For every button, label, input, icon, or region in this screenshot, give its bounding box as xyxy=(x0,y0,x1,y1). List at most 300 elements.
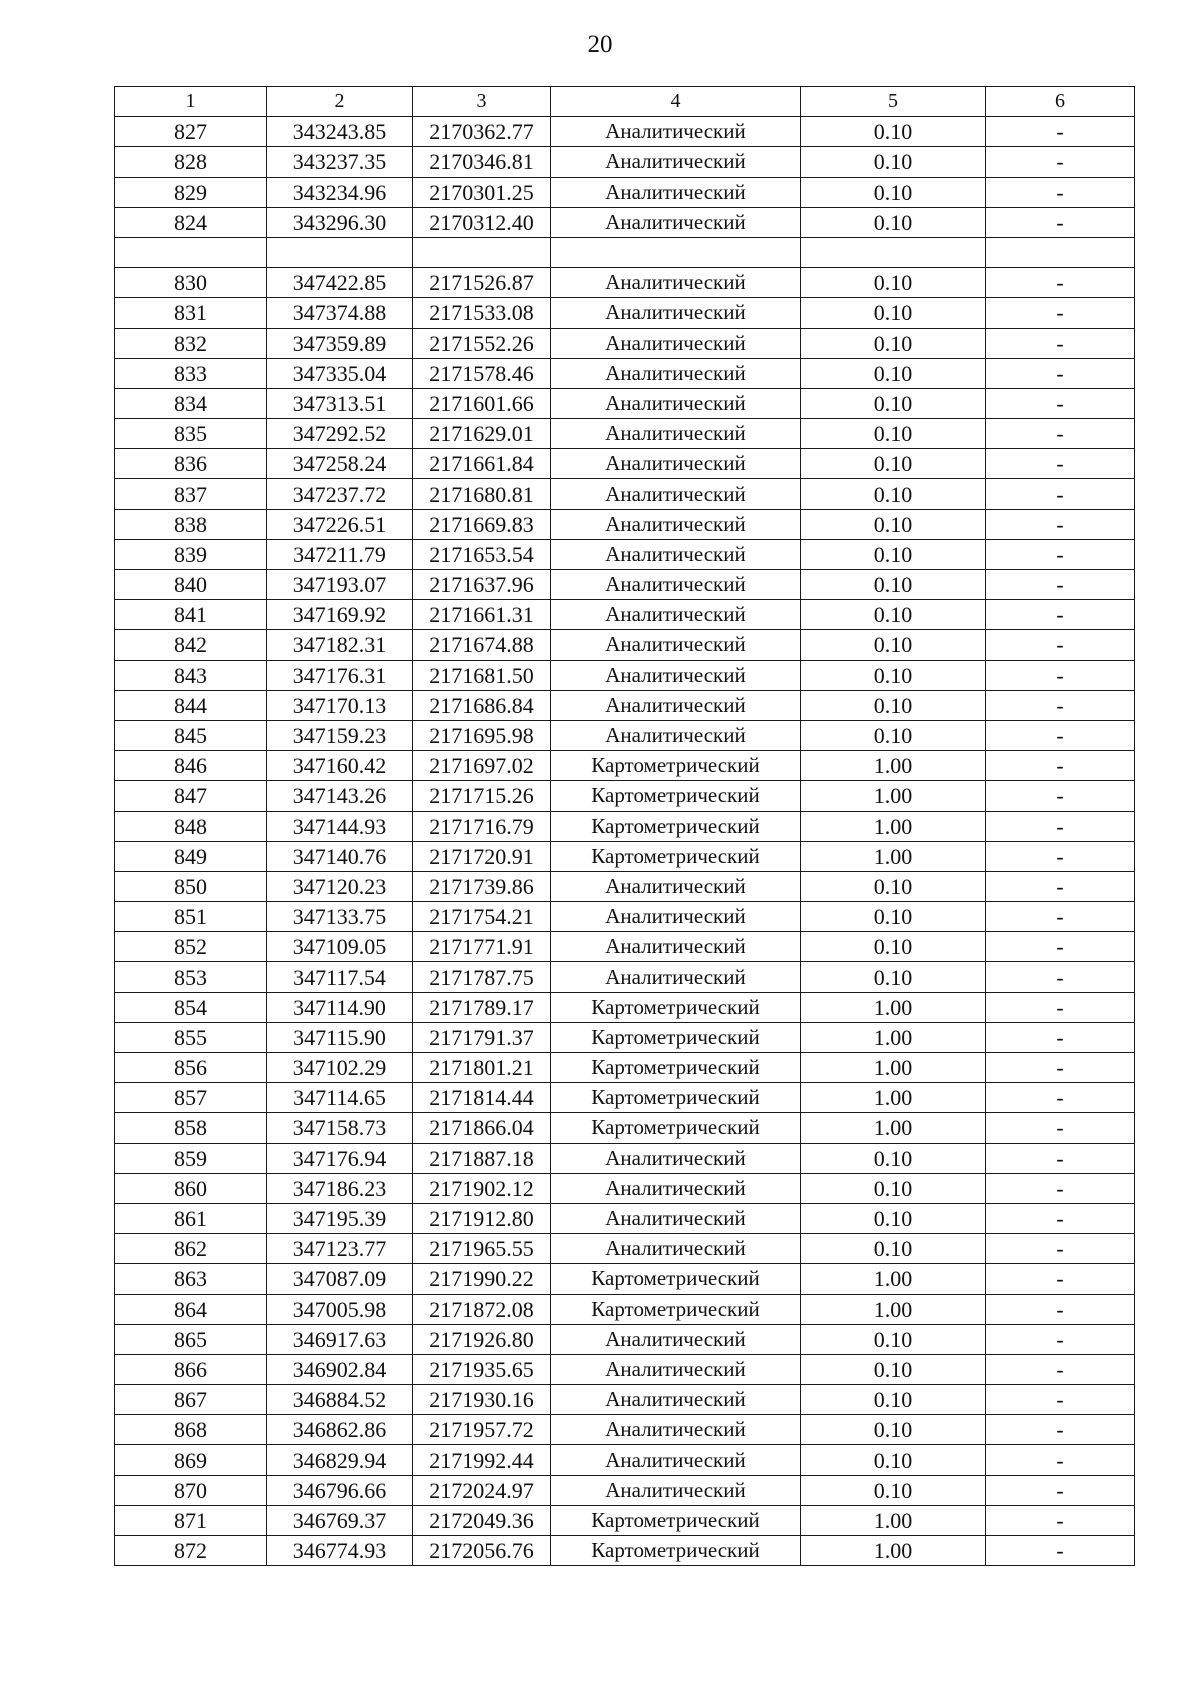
accuracy-cell: 1.00 xyxy=(801,1264,986,1294)
note-cell: - xyxy=(986,1113,1135,1143)
method-cell xyxy=(551,237,801,267)
accuracy-cell: 0.10 xyxy=(801,298,986,328)
point-number-cell: 830 xyxy=(115,268,267,298)
y-coordinate-cell: 2171791.37 xyxy=(413,1022,551,1052)
accuracy-cell: 1.00 xyxy=(801,1505,986,1535)
note-cell: - xyxy=(986,509,1135,539)
method-cell: Аналитический xyxy=(551,177,801,207)
point-number-cell: 867 xyxy=(115,1385,267,1415)
note-cell: - xyxy=(986,1324,1135,1354)
note-cell: - xyxy=(986,660,1135,690)
header-cell: 5 xyxy=(801,87,986,117)
accuracy-cell: 1.00 xyxy=(801,1022,986,1052)
point-number-cell: 862 xyxy=(115,1234,267,1264)
accuracy-cell: 0.10 xyxy=(801,1385,986,1415)
y-coordinate-cell: 2171739.86 xyxy=(413,871,551,901)
method-cell: Аналитический xyxy=(551,630,801,660)
note-cell: - xyxy=(986,117,1135,147)
y-coordinate-cell: 2171661.84 xyxy=(413,449,551,479)
method-cell: Картометрический xyxy=(551,1113,801,1143)
coordinates-table xyxy=(114,86,1135,1566)
point-number-cell: 832 xyxy=(115,328,267,358)
method-cell: Картометрический xyxy=(551,781,801,811)
method-cell: Аналитический xyxy=(551,539,801,569)
note-cell: - xyxy=(986,1415,1135,1445)
note-cell: - xyxy=(986,449,1135,479)
y-coordinate-cell: 2171716.79 xyxy=(413,811,551,841)
table-row xyxy=(115,147,1135,177)
y-coordinate-cell: 2171902.12 xyxy=(413,1173,551,1203)
x-coordinate-cell: 347313.51 xyxy=(267,388,413,418)
note-cell: - xyxy=(986,841,1135,871)
method-cell: Аналитический xyxy=(551,871,801,901)
note-cell: - xyxy=(986,479,1135,509)
x-coordinate-cell: 347226.51 xyxy=(267,509,413,539)
y-coordinate-cell: 2171912.80 xyxy=(413,1203,551,1233)
accuracy-cell: 0.10 xyxy=(801,932,986,962)
point-number-cell: 836 xyxy=(115,449,267,479)
x-coordinate-cell: 347170.13 xyxy=(267,690,413,720)
table-row xyxy=(115,1385,1135,1415)
note-cell: - xyxy=(986,1385,1135,1415)
method-cell: Картометрический xyxy=(551,1536,801,1566)
method-cell: Аналитический xyxy=(551,1354,801,1384)
point-number-cell xyxy=(115,237,267,267)
accuracy-cell: 0.10 xyxy=(801,720,986,750)
note-cell: - xyxy=(986,600,1135,630)
note-cell: - xyxy=(986,871,1135,901)
x-coordinate-cell: 347186.23 xyxy=(267,1173,413,1203)
note-cell: - xyxy=(986,1264,1135,1294)
note-cell: - xyxy=(986,388,1135,418)
point-number-cell: 860 xyxy=(115,1173,267,1203)
x-coordinate-cell: 347117.54 xyxy=(267,962,413,992)
y-coordinate-cell: 2171697.02 xyxy=(413,751,551,781)
x-coordinate-cell: 347102.29 xyxy=(267,1053,413,1083)
method-cell: Аналитический xyxy=(551,1415,801,1445)
accuracy-cell: 1.00 xyxy=(801,1294,986,1324)
table-row xyxy=(115,1234,1135,1264)
x-coordinate-cell: 347143.26 xyxy=(267,781,413,811)
accuracy-cell: 1.00 xyxy=(801,1053,986,1083)
table-row xyxy=(115,841,1135,871)
method-cell: Аналитический xyxy=(551,328,801,358)
note-cell: - xyxy=(986,298,1135,328)
table-row xyxy=(115,509,1135,539)
point-number-cell: 864 xyxy=(115,1294,267,1324)
point-number-cell: 839 xyxy=(115,539,267,569)
y-coordinate-cell: 2171681.50 xyxy=(413,660,551,690)
table-row xyxy=(115,871,1135,901)
note-cell: - xyxy=(986,1053,1135,1083)
note-cell: - xyxy=(986,1173,1135,1203)
accuracy-cell: 1.00 xyxy=(801,1113,986,1143)
x-coordinate-cell: 347123.77 xyxy=(267,1234,413,1264)
table-row xyxy=(115,1264,1135,1294)
note-cell: - xyxy=(986,992,1135,1022)
accuracy-cell: 0.10 xyxy=(801,690,986,720)
y-coordinate-cell: 2171771.91 xyxy=(413,932,551,962)
table-row xyxy=(115,419,1135,449)
table-row xyxy=(115,932,1135,962)
accuracy-cell: 0.10 xyxy=(801,1415,986,1445)
point-number-cell: 870 xyxy=(115,1475,267,1505)
accuracy-cell: 0.10 xyxy=(801,419,986,449)
method-cell: Аналитический xyxy=(551,419,801,449)
accuracy-cell: 0.10 xyxy=(801,539,986,569)
table-row xyxy=(115,1203,1135,1233)
point-number-cell: 840 xyxy=(115,570,267,600)
method-cell: Аналитический xyxy=(551,902,801,932)
table-row xyxy=(115,1113,1135,1143)
y-coordinate-cell: 2170312.40 xyxy=(413,207,551,237)
method-cell: Аналитический xyxy=(551,449,801,479)
point-number-cell: 855 xyxy=(115,1022,267,1052)
accuracy-cell: 0.10 xyxy=(801,177,986,207)
method-cell: Аналитический xyxy=(551,147,801,177)
header-cell: 1 xyxy=(115,87,267,117)
table-row xyxy=(115,1022,1135,1052)
method-cell: Картометрический xyxy=(551,1264,801,1294)
note-cell: - xyxy=(986,1234,1135,1264)
note-cell: - xyxy=(986,177,1135,207)
table-row xyxy=(115,1415,1135,1445)
point-number-cell: 824 xyxy=(115,207,267,237)
point-number-cell: 838 xyxy=(115,509,267,539)
x-coordinate-cell: 347195.39 xyxy=(267,1203,413,1233)
table-row xyxy=(115,1053,1135,1083)
table-row xyxy=(115,1475,1135,1505)
note-cell: - xyxy=(986,1022,1135,1052)
header-cell: 4 xyxy=(551,87,801,117)
y-coordinate-cell: 2171720.91 xyxy=(413,841,551,871)
accuracy-cell: 1.00 xyxy=(801,781,986,811)
point-number-cell: 871 xyxy=(115,1505,267,1535)
point-number-cell: 853 xyxy=(115,962,267,992)
x-coordinate-cell: 347120.23 xyxy=(267,871,413,901)
accuracy-cell: 0.10 xyxy=(801,117,986,147)
note-cell: - xyxy=(986,539,1135,569)
y-coordinate-cell: 2171629.01 xyxy=(413,419,551,449)
y-coordinate-cell: 2171674.88 xyxy=(413,630,551,660)
method-cell: Аналитический xyxy=(551,298,801,328)
accuracy-cell: 0.10 xyxy=(801,570,986,600)
y-coordinate-cell: 2171887.18 xyxy=(413,1143,551,1173)
table-row xyxy=(115,1445,1135,1475)
x-coordinate-cell: 347144.93 xyxy=(267,811,413,841)
point-number-cell: 834 xyxy=(115,388,267,418)
method-cell: Аналитический xyxy=(551,1234,801,1264)
point-number-cell: 856 xyxy=(115,1053,267,1083)
header-cell: 6 xyxy=(986,87,1135,117)
point-number-cell: 843 xyxy=(115,660,267,690)
point-number-cell: 872 xyxy=(115,1536,267,1566)
table-row xyxy=(115,902,1135,932)
point-number-cell: 863 xyxy=(115,1264,267,1294)
table-row xyxy=(115,328,1135,358)
point-number-cell: 857 xyxy=(115,1083,267,1113)
table-row xyxy=(115,539,1135,569)
note-cell: - xyxy=(986,570,1135,600)
x-coordinate-cell: 347109.05 xyxy=(267,932,413,962)
point-number-cell: 841 xyxy=(115,600,267,630)
point-number-cell: 868 xyxy=(115,1415,267,1445)
point-number-cell: 850 xyxy=(115,871,267,901)
point-number-cell: 858 xyxy=(115,1113,267,1143)
y-coordinate-cell: 2171866.04 xyxy=(413,1113,551,1143)
accuracy-cell: 0.10 xyxy=(801,1143,986,1173)
method-cell: Картометрический xyxy=(551,1053,801,1083)
method-cell: Аналитический xyxy=(551,1203,801,1233)
point-number-cell: 845 xyxy=(115,720,267,750)
y-coordinate-cell: 2171926.80 xyxy=(413,1324,551,1354)
accuracy-cell: 0.10 xyxy=(801,962,986,992)
method-cell: Аналитический xyxy=(551,358,801,388)
table-row xyxy=(115,1143,1135,1173)
method-cell: Картометрический xyxy=(551,811,801,841)
note-cell: - xyxy=(986,720,1135,750)
x-coordinate-cell: 347005.98 xyxy=(267,1294,413,1324)
table-row xyxy=(115,751,1135,781)
accuracy-cell: 0.10 xyxy=(801,600,986,630)
method-cell: Аналитический xyxy=(551,660,801,690)
y-coordinate-cell: 2171872.08 xyxy=(413,1294,551,1324)
x-coordinate-cell: 343243.85 xyxy=(267,117,413,147)
point-number-cell: 835 xyxy=(115,419,267,449)
x-coordinate-cell: 347169.92 xyxy=(267,600,413,630)
note-cell: - xyxy=(986,268,1135,298)
x-coordinate-cell: 347258.24 xyxy=(267,449,413,479)
note-cell: - xyxy=(986,1203,1135,1233)
x-coordinate-cell: 343237.35 xyxy=(267,147,413,177)
table-row xyxy=(115,630,1135,660)
point-number-cell: 844 xyxy=(115,690,267,720)
x-coordinate-cell xyxy=(267,237,413,267)
y-coordinate-cell: 2171669.83 xyxy=(413,509,551,539)
accuracy-cell: 0.10 xyxy=(801,207,986,237)
table-row xyxy=(115,690,1135,720)
note-cell: - xyxy=(986,630,1135,660)
x-coordinate-cell: 347176.31 xyxy=(267,660,413,690)
table-body xyxy=(115,87,1135,1566)
x-coordinate-cell: 347158.73 xyxy=(267,1113,413,1143)
method-cell: Аналитический xyxy=(551,1173,801,1203)
note-cell: - xyxy=(986,328,1135,358)
point-number-cell: 861 xyxy=(115,1203,267,1233)
table-row xyxy=(115,1354,1135,1384)
y-coordinate-cell: 2171695.98 xyxy=(413,720,551,750)
table-row xyxy=(115,117,1135,147)
accuracy-cell: 0.10 xyxy=(801,479,986,509)
method-cell: Аналитический xyxy=(551,962,801,992)
method-cell: Аналитический xyxy=(551,932,801,962)
note-cell: - xyxy=(986,690,1135,720)
point-number-cell: 851 xyxy=(115,902,267,932)
accuracy-cell: 0.10 xyxy=(801,1203,986,1233)
point-number-cell: 828 xyxy=(115,147,267,177)
accuracy-cell: 0.10 xyxy=(801,328,986,358)
x-coordinate-cell: 346769.37 xyxy=(267,1505,413,1535)
y-coordinate-cell: 2171801.21 xyxy=(413,1053,551,1083)
point-number-cell: 837 xyxy=(115,479,267,509)
method-cell: Аналитический xyxy=(551,117,801,147)
x-coordinate-cell: 347193.07 xyxy=(267,570,413,600)
x-coordinate-cell: 346829.94 xyxy=(267,1445,413,1475)
x-coordinate-cell: 347176.94 xyxy=(267,1143,413,1173)
table-header-row xyxy=(115,87,1135,117)
note-cell xyxy=(986,237,1135,267)
note-cell: - xyxy=(986,751,1135,781)
table-row xyxy=(115,1294,1135,1324)
table-row xyxy=(115,449,1135,479)
note-cell: - xyxy=(986,419,1135,449)
point-number-cell: 852 xyxy=(115,932,267,962)
y-coordinate-cell: 2171637.96 xyxy=(413,570,551,600)
point-number-cell: 829 xyxy=(115,177,267,207)
note-cell: - xyxy=(986,781,1135,811)
note-cell: - xyxy=(986,1294,1135,1324)
x-coordinate-cell: 347359.89 xyxy=(267,328,413,358)
x-coordinate-cell: 347114.65 xyxy=(267,1083,413,1113)
y-coordinate-cell: 2171930.16 xyxy=(413,1385,551,1415)
x-coordinate-cell: 347087.09 xyxy=(267,1264,413,1294)
table-row xyxy=(115,1536,1135,1566)
table-row xyxy=(115,1173,1135,1203)
x-coordinate-cell: 346884.52 xyxy=(267,1385,413,1415)
note-cell: - xyxy=(986,358,1135,388)
x-coordinate-cell: 346774.93 xyxy=(267,1536,413,1566)
note-cell: - xyxy=(986,1083,1135,1113)
y-coordinate-cell: 2171601.66 xyxy=(413,388,551,418)
x-coordinate-cell: 347237.72 xyxy=(267,479,413,509)
x-coordinate-cell: 347335.04 xyxy=(267,358,413,388)
method-cell: Аналитический xyxy=(551,207,801,237)
y-coordinate-cell: 2171789.17 xyxy=(413,992,551,1022)
method-cell: Аналитический xyxy=(551,1143,801,1173)
y-coordinate-cell: 2171578.46 xyxy=(413,358,551,388)
x-coordinate-cell: 346917.63 xyxy=(267,1324,413,1354)
table-row xyxy=(115,570,1135,600)
table-row xyxy=(115,298,1135,328)
y-coordinate-cell: 2171526.87 xyxy=(413,268,551,298)
method-cell: Аналитический xyxy=(551,1475,801,1505)
table-row xyxy=(115,811,1135,841)
y-coordinate-cell: 2171686.84 xyxy=(413,690,551,720)
accuracy-cell: 0.10 xyxy=(801,871,986,901)
table-row xyxy=(115,388,1135,418)
y-coordinate-cell: 2171935.65 xyxy=(413,1354,551,1384)
method-cell: Картометрический xyxy=(551,1022,801,1052)
page-number: 20 xyxy=(587,31,613,58)
accuracy-cell: 0.10 xyxy=(801,1445,986,1475)
y-coordinate-cell: 2170301.25 xyxy=(413,177,551,207)
y-coordinate-cell: 2171754.21 xyxy=(413,902,551,932)
note-cell: - xyxy=(986,1445,1135,1475)
table-row xyxy=(115,600,1135,630)
table-row xyxy=(115,207,1135,237)
method-cell: Картометрический xyxy=(551,1083,801,1113)
table-row xyxy=(115,720,1135,750)
x-coordinate-cell: 346796.66 xyxy=(267,1475,413,1505)
accuracy-cell: 0.10 xyxy=(801,147,986,177)
y-coordinate-cell xyxy=(413,237,551,267)
x-coordinate-cell: 347133.75 xyxy=(267,902,413,932)
y-coordinate-cell: 2171661.31 xyxy=(413,600,551,630)
note-cell: - xyxy=(986,147,1135,177)
table-row xyxy=(115,1324,1135,1354)
table-row xyxy=(115,660,1135,690)
point-number-cell: 854 xyxy=(115,992,267,1022)
x-coordinate-cell: 347115.90 xyxy=(267,1022,413,1052)
x-coordinate-cell: 347422.85 xyxy=(267,268,413,298)
x-coordinate-cell: 347211.79 xyxy=(267,539,413,569)
method-cell: Аналитический xyxy=(551,690,801,720)
accuracy-cell: 0.10 xyxy=(801,449,986,479)
point-number-cell: 859 xyxy=(115,1143,267,1173)
table-row xyxy=(115,962,1135,992)
point-number-cell: 833 xyxy=(115,358,267,388)
y-coordinate-cell: 2170362.77 xyxy=(413,117,551,147)
point-number-cell: 869 xyxy=(115,1445,267,1475)
note-cell: - xyxy=(986,902,1135,932)
point-number-cell: 866 xyxy=(115,1354,267,1384)
y-coordinate-cell: 2171680.81 xyxy=(413,479,551,509)
method-cell: Аналитический xyxy=(551,1324,801,1354)
point-number-cell: 848 xyxy=(115,811,267,841)
note-cell: - xyxy=(986,1505,1135,1535)
note-cell: - xyxy=(986,932,1135,962)
point-number-cell: 849 xyxy=(115,841,267,871)
y-coordinate-cell: 2171957.72 xyxy=(413,1415,551,1445)
table-row xyxy=(115,1083,1135,1113)
accuracy-cell: 0.10 xyxy=(801,268,986,298)
accuracy-cell: 0.10 xyxy=(801,388,986,418)
method-cell: Аналитический xyxy=(551,600,801,630)
accuracy-cell: 1.00 xyxy=(801,992,986,1022)
table-row xyxy=(115,358,1135,388)
x-coordinate-cell: 347160.42 xyxy=(267,751,413,781)
point-number-cell: 846 xyxy=(115,751,267,781)
table-row xyxy=(115,479,1135,509)
y-coordinate-cell: 2170346.81 xyxy=(413,147,551,177)
y-coordinate-cell: 2172024.97 xyxy=(413,1475,551,1505)
accuracy-cell: 0.10 xyxy=(801,1173,986,1203)
method-cell: Картометрический xyxy=(551,1294,801,1324)
y-coordinate-cell: 2171787.75 xyxy=(413,962,551,992)
accuracy-cell xyxy=(801,237,986,267)
method-cell: Картометрический xyxy=(551,992,801,1022)
y-coordinate-cell: 2172056.76 xyxy=(413,1536,551,1566)
note-cell: - xyxy=(986,1536,1135,1566)
x-coordinate-cell: 346862.86 xyxy=(267,1415,413,1445)
x-coordinate-cell: 347292.52 xyxy=(267,419,413,449)
note-cell: - xyxy=(986,962,1135,992)
table-row xyxy=(115,781,1135,811)
x-coordinate-cell: 347159.23 xyxy=(267,720,413,750)
y-coordinate-cell: 2171533.08 xyxy=(413,298,551,328)
note-cell: - xyxy=(986,811,1135,841)
y-coordinate-cell: 2171965.55 xyxy=(413,1234,551,1264)
x-coordinate-cell: 346902.84 xyxy=(267,1354,413,1384)
table-row xyxy=(115,237,1135,267)
method-cell: Аналитический xyxy=(551,479,801,509)
accuracy-cell: 0.10 xyxy=(801,358,986,388)
accuracy-cell: 0.10 xyxy=(801,630,986,660)
y-coordinate-cell: 2171653.54 xyxy=(413,539,551,569)
y-coordinate-cell: 2172049.36 xyxy=(413,1505,551,1535)
accuracy-cell: 1.00 xyxy=(801,841,986,871)
method-cell: Аналитический xyxy=(551,388,801,418)
